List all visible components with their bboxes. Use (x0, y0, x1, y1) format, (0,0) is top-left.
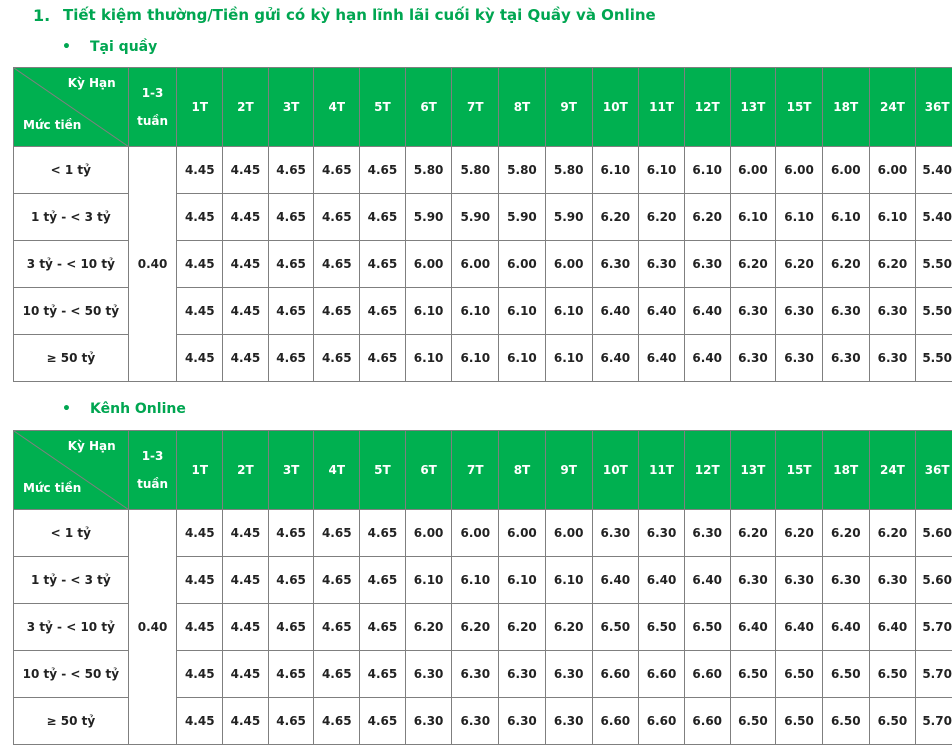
term-header: 9T (545, 431, 592, 510)
rate-cell: 4.65 (268, 510, 314, 557)
rate-cell: 6.30 (545, 698, 592, 745)
rate-cell: 6.30 (545, 651, 592, 698)
rate-cell: 4.65 (360, 698, 406, 745)
rate-cell: 5.60 (916, 557, 952, 604)
corner-header (14, 68, 129, 147)
rate-cell: 6.50 (730, 651, 776, 698)
rate-cell: 6.00 (545, 241, 592, 288)
rate-cell: 4.65 (360, 288, 406, 335)
rate-cell: 5.90 (545, 194, 592, 241)
rate-cell: 6.10 (684, 147, 730, 194)
rate-cell: 5.50 (916, 335, 952, 382)
rate-cell: 6.30 (730, 557, 776, 604)
rate-cell: 6.20 (869, 510, 916, 557)
rate-cell: 6.40 (639, 335, 685, 382)
rate-cell: 4.65 (314, 335, 360, 382)
amount-tier: ≥ 50 tỷ (14, 698, 129, 745)
subsection-title-online: Kênh Online (90, 401, 186, 417)
term-header: 8T (499, 431, 546, 510)
rate-cell: 6.60 (684, 698, 730, 745)
rate-cell: 6.30 (776, 557, 823, 604)
rate-cell: 6.20 (405, 604, 452, 651)
rate-cell: 4.65 (268, 557, 314, 604)
rate-cell: 5.90 (452, 194, 499, 241)
rate-cell: 6.20 (822, 510, 869, 557)
rate-cell: 4.65 (314, 557, 360, 604)
week-rate: 0.40 (128, 510, 177, 745)
rate-cell: 6.00 (405, 510, 452, 557)
rate-cell: 6.50 (776, 698, 823, 745)
rate-cell: 4.45 (223, 335, 269, 382)
term-header: 11T (639, 68, 685, 147)
rate-cell: 6.60 (592, 651, 639, 698)
rate-cell: 6.30 (639, 241, 685, 288)
rate-cell: 6.40 (592, 288, 639, 335)
bullet-icon: • (62, 401, 71, 417)
rate-table-counter (13, 67, 952, 382)
amount-tier: 3 tỷ - < 10 tỷ (14, 241, 129, 288)
subsection-online (62, 398, 186, 420)
rate-cell: 4.65 (360, 557, 406, 604)
rate-cell: 6.20 (776, 510, 823, 557)
rate-cell: 6.40 (776, 604, 823, 651)
rate-cell: 4.65 (314, 194, 360, 241)
rate-cell: 6.60 (592, 698, 639, 745)
rate-cell: 6.20 (776, 241, 823, 288)
term-header: 2T (223, 68, 269, 147)
term-header: 6T (405, 68, 452, 147)
term-header: 10T (592, 68, 639, 147)
rate-cell: 4.65 (314, 241, 360, 288)
rate-cell: 6.30 (592, 241, 639, 288)
rate-cell: 4.45 (177, 510, 223, 557)
rate-cell: 4.45 (223, 604, 269, 651)
section-number: 1. (33, 5, 51, 25)
rate-cell: 5.90 (405, 194, 452, 241)
bullet-icon: • (62, 39, 71, 55)
rate-cell: 4.45 (223, 651, 269, 698)
rate-cell: 6.20 (822, 241, 869, 288)
table-row (14, 147, 952, 194)
term-header: 18T (822, 431, 869, 510)
rate-cell: 6.10 (452, 288, 499, 335)
rate-cell: 4.65 (314, 604, 360, 651)
rate-cell: 4.45 (177, 194, 223, 241)
rate-cell: 6.00 (730, 147, 776, 194)
rate-cell: 6.30 (822, 335, 869, 382)
rate-cell: 6.10 (452, 557, 499, 604)
rate-cell: 5.70 (916, 604, 952, 651)
table-row (14, 510, 952, 557)
rate-cell: 6.30 (869, 288, 916, 335)
rate-cell: 6.50 (869, 651, 916, 698)
amount-tier: 3 tỷ - < 10 tỷ (14, 604, 129, 651)
term-header: 2T (223, 431, 269, 510)
rate-cell: 4.45 (177, 288, 223, 335)
rate-cell: 4.65 (314, 651, 360, 698)
amount-tier: 1 tỷ - < 3 tỷ (14, 557, 129, 604)
rate-cell: 6.30 (499, 651, 546, 698)
amount-axis-label: Mức tiền (23, 481, 82, 495)
term-header: 11T (639, 431, 685, 510)
rate-cell: 6.30 (822, 557, 869, 604)
term-header: 13T (730, 431, 776, 510)
rate-cell: 5.40 (916, 147, 952, 194)
rate-cell: 6.30 (592, 510, 639, 557)
week-term-range: 1-3 (141, 86, 164, 100)
rate-cell: 4.45 (223, 241, 269, 288)
rate-cell: 6.20 (869, 241, 916, 288)
term-header: 18T (822, 68, 869, 147)
term-axis-label: Kỳ Hạn (67, 439, 116, 453)
rate-cell: 6.40 (592, 335, 639, 382)
week-rate: 0.40 (128, 147, 177, 382)
rate-cell: 6.30 (869, 335, 916, 382)
rate-cell: 4.65 (360, 241, 406, 288)
rate-table-online (13, 430, 952, 745)
corner-header (14, 431, 129, 510)
rate-cell: 6.00 (452, 510, 499, 557)
rate-cell: 4.65 (360, 194, 406, 241)
rate-cell: 6.60 (684, 651, 730, 698)
rate-cell: 6.00 (452, 241, 499, 288)
rate-cell: 6.10 (499, 288, 546, 335)
rate-cell: 6.40 (869, 604, 916, 651)
rate-cell: 4.65 (360, 651, 406, 698)
rate-cell: 6.20 (545, 604, 592, 651)
rate-cell: 6.00 (545, 510, 592, 557)
rate-cell: 6.10 (639, 147, 685, 194)
rate-cell: 6.60 (639, 698, 685, 745)
rate-cell: 4.45 (177, 557, 223, 604)
rate-cell: 6.50 (822, 651, 869, 698)
rate-cell: 6.10 (545, 335, 592, 382)
rate-cell: 4.65 (360, 604, 406, 651)
rate-cell: 6.10 (822, 194, 869, 241)
rate-cell: 6.40 (639, 557, 685, 604)
rate-cell: 4.45 (177, 335, 223, 382)
rate-cell: 6.20 (499, 604, 546, 651)
amount-tier: 10 tỷ - < 50 tỷ (14, 651, 129, 698)
rate-cell: 5.70 (916, 698, 952, 745)
rate-cell: 6.30 (730, 288, 776, 335)
rate-cell: 4.65 (314, 510, 360, 557)
rate-cell: 6.10 (545, 288, 592, 335)
rate-cell: 5.70 (916, 651, 952, 698)
header-row (14, 431, 952, 510)
rate-cell: 6.30 (452, 698, 499, 745)
rate-cell: 6.40 (684, 288, 730, 335)
rate-cell: 6.50 (869, 698, 916, 745)
term-header: 6T (405, 431, 452, 510)
rate-cell: 4.65 (268, 241, 314, 288)
rate-cell: 6.10 (499, 557, 546, 604)
rate-cell: 4.65 (314, 288, 360, 335)
rate-cell: 6.50 (684, 604, 730, 651)
rate-cell: 4.45 (223, 557, 269, 604)
term-header: 1T (177, 431, 223, 510)
rate-cell: 4.65 (268, 651, 314, 698)
term-header: 3T (268, 431, 314, 510)
term-header: 24T (869, 68, 916, 147)
rate-cell: 5.90 (499, 194, 546, 241)
rate-cell: 6.10 (730, 194, 776, 241)
rate-cell: 6.50 (776, 651, 823, 698)
rate-cell: 6.40 (639, 288, 685, 335)
amount-tier: ≥ 50 tỷ (14, 335, 129, 382)
section-title: Tiết kiệm thường/Tiền gửi có kỳ hạn lĩnh lãi cuối kỳ tại Quầy và Online (63, 6, 656, 24)
rate-cell: 4.65 (268, 335, 314, 382)
rate-cell: 6.30 (499, 698, 546, 745)
rate-cell: 5.50 (916, 241, 952, 288)
rate-cell: 6.40 (730, 604, 776, 651)
rate-cell: 4.45 (223, 194, 269, 241)
rate-cell: 6.30 (452, 651, 499, 698)
amount-tier: 1 tỷ - < 3 tỷ (14, 194, 129, 241)
term-header: 4T (314, 68, 360, 147)
rate-cell: 4.45 (177, 241, 223, 288)
rate-cell: 5.60 (916, 510, 952, 557)
rate-cell: 4.65 (268, 604, 314, 651)
rate-cell: 6.10 (869, 194, 916, 241)
subsection-counter (62, 36, 157, 58)
rate-cell: 6.30 (405, 651, 452, 698)
amount-tier: 10 tỷ - < 50 tỷ (14, 288, 129, 335)
rate-cell: 6.40 (592, 557, 639, 604)
term-header: 15T (776, 68, 823, 147)
rate-cell: 6.30 (684, 510, 730, 557)
term-header: 1T (177, 68, 223, 147)
rate-cell: 4.65 (268, 698, 314, 745)
rate-cell: 6.30 (639, 510, 685, 557)
rate-cell: 6.40 (684, 335, 730, 382)
rate-cell: 6.20 (452, 604, 499, 651)
rate-cell: 6.30 (684, 241, 730, 288)
rate-cell: 5.50 (916, 288, 952, 335)
term-header: 5T (360, 431, 406, 510)
rate-cell: 6.30 (776, 335, 823, 382)
rate-cell: 6.30 (730, 335, 776, 382)
rate-cell: 4.45 (177, 604, 223, 651)
week-term-unit: tuần (137, 477, 168, 491)
rate-cell: 6.20 (730, 241, 776, 288)
term-header: 36T (916, 431, 952, 510)
rate-cell: 5.80 (499, 147, 546, 194)
term-header: 8T (499, 68, 546, 147)
rate-cell: 6.00 (499, 241, 546, 288)
rate-cell: 4.65 (314, 147, 360, 194)
rate-cell: 4.65 (314, 698, 360, 745)
rate-cell: 6.10 (405, 557, 452, 604)
rate-cell: 6.10 (545, 557, 592, 604)
rate-cell: 4.65 (268, 147, 314, 194)
rate-cell: 6.10 (405, 288, 452, 335)
term-header: 12T (684, 431, 730, 510)
rate-cell: 5.80 (452, 147, 499, 194)
rate-cell: 6.00 (405, 241, 452, 288)
rate-cell: 6.30 (776, 288, 823, 335)
rate-cell: 4.45 (223, 698, 269, 745)
rate-cell: 6.50 (730, 698, 776, 745)
rate-cell: 6.10 (405, 335, 452, 382)
rate-cell: 6.00 (822, 147, 869, 194)
amount-tier: < 1 tỷ (14, 147, 129, 194)
header-row (14, 68, 952, 147)
week-term-unit: tuần (137, 114, 168, 128)
rate-cell: 5.80 (545, 147, 592, 194)
rate-cell: 5.40 (916, 194, 952, 241)
week-term-range: 1-3 (141, 449, 164, 463)
term-header: 10T (592, 431, 639, 510)
amount-tier: < 1 tỷ (14, 510, 129, 557)
rate-cell: 6.10 (499, 335, 546, 382)
rate-cell: 6.00 (776, 147, 823, 194)
rate-cell: 4.65 (360, 510, 406, 557)
term-header: 5T (360, 68, 406, 147)
subsection-title-counter: Tại quầy (90, 39, 158, 55)
term-header: 4T (314, 431, 360, 510)
amount-axis-label: Mức tiền (23, 118, 82, 132)
rate-cell: 6.30 (869, 557, 916, 604)
term-header: 24T (869, 431, 916, 510)
rate-cell: 6.20 (730, 510, 776, 557)
rate-cell: 4.65 (268, 288, 314, 335)
rate-cell: 6.60 (639, 651, 685, 698)
term-header: 7T (452, 431, 499, 510)
term-header: 12T (684, 68, 730, 147)
rate-cell: 5.80 (405, 147, 452, 194)
rate-cell: 4.45 (177, 651, 223, 698)
rate-cell: 6.10 (776, 194, 823, 241)
rate-cell: 4.45 (223, 288, 269, 335)
rate-cell: 6.50 (639, 604, 685, 651)
term-header: 36T (916, 68, 952, 147)
rate-cell: 6.20 (639, 194, 685, 241)
rate-cell: 4.45 (177, 147, 223, 194)
term-header: 15T (776, 431, 823, 510)
section-heading (33, 4, 656, 26)
term-header: 7T (452, 68, 499, 147)
term-header: 3T (268, 68, 314, 147)
rate-cell: 6.40 (822, 604, 869, 651)
rate-cell: 6.00 (869, 147, 916, 194)
rate-cell: 4.45 (223, 510, 269, 557)
week-term-header (128, 431, 177, 510)
rate-cell: 6.50 (592, 604, 639, 651)
rate-cell: 4.65 (360, 335, 406, 382)
rate-cell: 6.00 (499, 510, 546, 557)
rate-cell: 4.45 (177, 698, 223, 745)
week-term-header (128, 68, 177, 147)
rate-cell: 6.20 (684, 194, 730, 241)
rate-cell: 6.30 (822, 288, 869, 335)
rate-cell: 6.30 (405, 698, 452, 745)
rate-cell: 4.65 (268, 194, 314, 241)
rate-cell: 6.10 (592, 147, 639, 194)
term-header: 9T (545, 68, 592, 147)
rate-cell: 6.50 (822, 698, 869, 745)
term-axis-label: Kỳ Hạn (67, 76, 116, 90)
rate-cell: 4.45 (223, 147, 269, 194)
rate-cell: 6.10 (452, 335, 499, 382)
term-header: 13T (730, 68, 776, 147)
rate-cell: 4.65 (360, 147, 406, 194)
rate-cell: 6.20 (592, 194, 639, 241)
rate-cell: 6.40 (684, 557, 730, 604)
